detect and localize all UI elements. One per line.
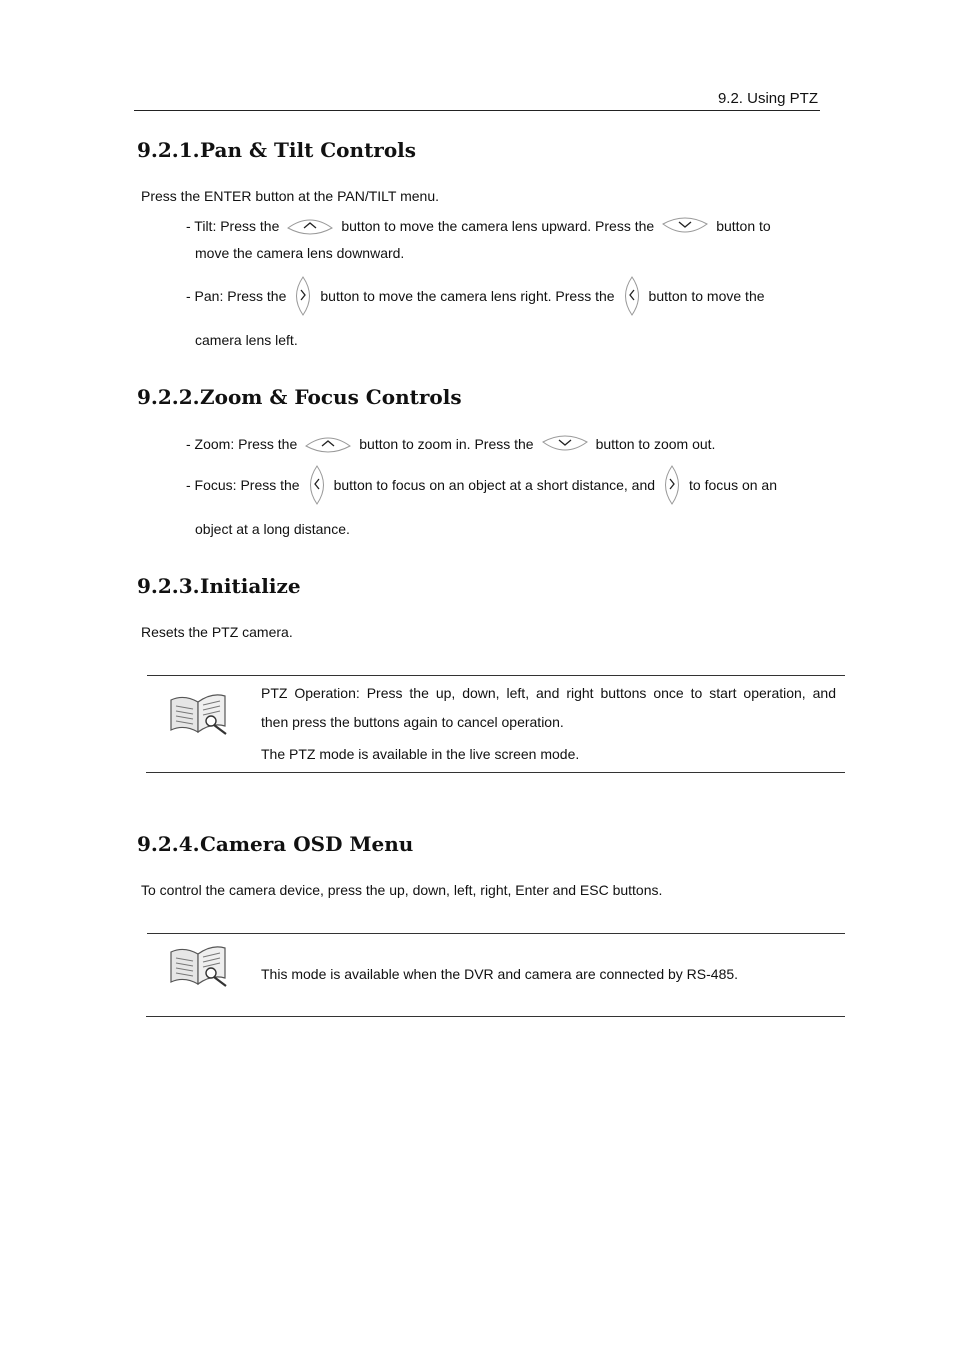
up-arrow-button-icon xyxy=(305,434,351,454)
section-number: 9.2.3. xyxy=(137,574,200,598)
initialize-intro: Resets the PTZ camera. xyxy=(141,624,293,640)
focus-text-c: to focus on an xyxy=(689,477,777,493)
section-number: 9.2.1. xyxy=(137,138,200,162)
pan-text-b: button to move the camera lens right. Press the xyxy=(320,288,615,304)
section-heading-pan-tilt xyxy=(137,138,416,162)
open-book-note-icon xyxy=(168,942,230,988)
section-number: 9.2.4. xyxy=(137,832,200,856)
camera-osd-intro: To control the camera device, press the up, down, left, right, Enter and ESC buttons. xyxy=(141,882,663,898)
note-text-3: The PTZ mode is available in the live screen mode. xyxy=(261,746,580,762)
down-arrow-button-icon xyxy=(662,216,708,236)
running-header: 9.2. Using PTZ xyxy=(717,90,818,107)
tilt-text-b: button to move the camera lens upward. Press the xyxy=(341,218,655,234)
note-bottom-rule xyxy=(146,772,845,773)
section-heading-camera-osd xyxy=(137,832,413,856)
zoom-text-c: button to zoom out. xyxy=(595,436,716,452)
section-heading-zoom-focus xyxy=(137,385,462,409)
focus-text-a: - Focus: Press the xyxy=(186,477,300,493)
pan-tilt-intro: Press the ENTER button at the PAN/TILT menu. xyxy=(141,188,440,204)
tilt-text-c: button to xyxy=(716,218,771,234)
up-arrow-button-icon xyxy=(287,216,333,236)
section-heading-initialize xyxy=(137,574,301,598)
open-book-note-icon xyxy=(168,690,230,736)
tilt-line xyxy=(186,214,771,238)
pan-text-c: button to move the xyxy=(648,288,765,304)
note-bottom-rule xyxy=(146,1016,845,1017)
focus-line xyxy=(186,465,777,505)
tilt-text-d: move the camera lens downward. xyxy=(195,245,405,261)
zoom-text-b: button to zoom in. Press the xyxy=(359,436,534,452)
note-text-rs485: This mode is available when the DVR and camera are connected by RS-485. xyxy=(261,966,739,982)
section-title: Zoom & Focus Controls xyxy=(200,385,462,409)
section-title: Pan & Tilt Controls xyxy=(200,138,417,162)
section-title: Camera OSD Menu xyxy=(200,832,414,856)
zoom-line xyxy=(186,432,715,456)
focus-text-d: object at a long distance. xyxy=(195,521,350,537)
right-arrow-button-icon xyxy=(663,465,681,505)
right-arrow-button-icon xyxy=(294,276,312,316)
focus-text-b: button to focus on an object at a short distance, and xyxy=(333,477,656,493)
note-text-1 xyxy=(261,685,836,701)
header-rule xyxy=(134,110,820,111)
down-arrow-button-icon xyxy=(542,434,588,454)
left-arrow-button-icon xyxy=(308,465,326,505)
note-text-2: then press the buttons again to cancel operation. xyxy=(261,714,564,730)
pan-text-a: - Pan: Press the xyxy=(186,288,287,304)
pan-line xyxy=(186,276,765,316)
section-number: 9.2.2. xyxy=(137,385,200,409)
note-top-rule xyxy=(147,675,845,676)
note-top-rule xyxy=(147,933,845,934)
zoom-text-a: - Zoom: Press the xyxy=(186,436,298,452)
note-text-1-line: PTZ Operation: Press the up, down, left, and right buttons once to start operation, and xyxy=(261,685,836,701)
tilt-text-a: - Tilt: Press the xyxy=(186,218,280,234)
section-title: Initialize xyxy=(200,574,301,598)
pan-text-d: camera lens left. xyxy=(195,332,298,348)
left-arrow-button-icon xyxy=(623,276,641,316)
